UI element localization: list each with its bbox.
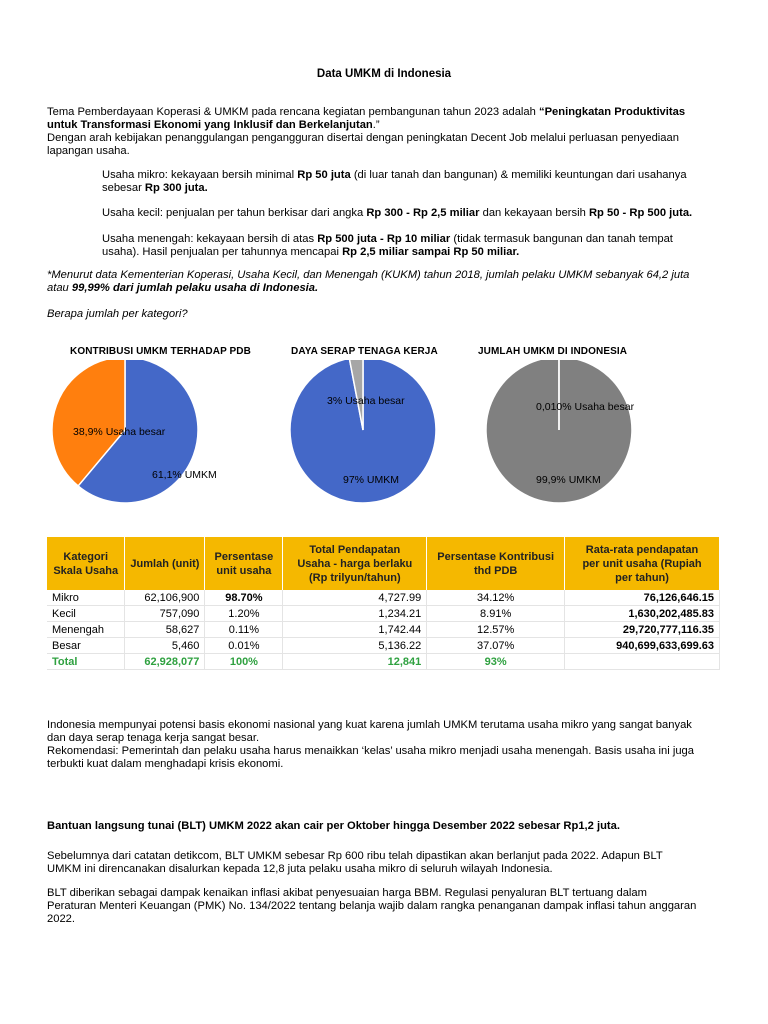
blt-paragraph-2 [47,887,727,926]
umkm-table-wrapper [47,537,720,702]
table-cell: Menengah [47,622,125,638]
analysis-line-1: Indonesia mempunyai potensi basis ekonomi nasional yang kuat karena jumlah UMKM terutama usaha mikro yang sangat banyak [47,719,692,731]
blt-heading: Bantuan langsung tunai (BLT) UMKM 2022 akan cair per Oktober hingga Desember 2022 sebesar Rp1,2 juta. [47,820,620,832]
analysis-paragraph [47,719,727,771]
table-header-line: unit usaha [216,564,272,577]
menengah-text-2: (tidak termasuk bangunan dan tanah tempat [450,233,673,245]
analysis-line-2: dan daya serap tenaga kerja sangat besar. [47,732,260,744]
table-cell: 98.70% [205,590,283,606]
table-header-line: Skala Usaha [53,564,119,577]
table-cell: 0.11% [205,622,283,638]
table-cell: 58,627 [125,622,205,638]
table-cell: Kecil [47,606,125,622]
pie-label-0-0: 61,1% UMKM [152,469,217,481]
intro-policy-end: lapangan usaha. [47,145,130,157]
table-cell: Mikro [47,590,125,606]
table-header-cell [283,537,427,590]
menengah-text-3: usaha). Hasil penjualan per tahunnya mencapai [102,246,343,258]
menengah-text: Usaha menengah: kekayaan bersih di atas [102,233,318,245]
pie-label-0-1: 38,9% Usaha besar [73,426,166,438]
table-header-cell [427,537,565,590]
table-total-row [47,654,720,670]
table-header-line: per unit usaha (Rupiah [582,557,702,570]
table-header-line: per tahun) [615,571,669,584]
table-header-line: Persentase [214,550,274,563]
blt-p1-line-1: Sebelumnya dari catatan detikcom, BLT UMKM sebesar Rp 600 ribu telah dipastikan akan berlanjut pada 2022. Adapun BLT [47,850,663,862]
table-cell: 62,106,900 [125,590,205,606]
table-header-row [47,537,720,590]
intro-emphasis-cont: untuk Transformasi Ekonomi yang Inklusif dan Berkelanjutan [47,119,373,131]
table-cell: 62,928,077 [125,654,205,670]
chart-title-pdb: KONTRIBUSI UMKM TERHADAP PDB [70,346,251,357]
kecil-sales: Rp 300 - Rp 2,5 miliar [366,207,480,219]
table-header-cell [565,537,720,590]
intro-paragraph [47,106,727,158]
table-row [47,606,720,622]
kecil-text-2: dan kekayaan bersih [479,207,589,219]
blt-p2-line-2: Peraturan Menteri Keuangan (PMK) No. 134/2022 tentang belanja wajib dalam rangka penanganan dampak inflasi tahun anggaran [47,900,697,912]
pie-chart-pdb [52,360,217,503]
pie-label-1-1: 3% Usaha besar [327,395,405,407]
note-line-1: *Menurut data Kementerian Koperasi, Usaha Kecil, dan Menengah (KUKM) tahun 2018, jumlah pelaku UMKM sebanyak 64,2 juta [47,269,690,281]
table-cell: 1.20% [205,606,283,622]
document-title: Data UMKM di Indonesia [316,68,452,80]
table-cell: 5,136.22 [283,638,427,654]
definition-menengah [102,233,722,259]
pie-label-2-0: 99,9% UMKM [536,474,601,486]
blt-p2-line-3: 2022. [47,913,75,925]
table-cell: 100% [205,654,283,670]
table-cell: 8.91% [427,606,565,622]
table-header-cell [47,537,125,590]
table-cell [565,654,720,670]
mikro-text-2: (di luar tanah dan bangunan) & memiliki keuntungan dari usahanya [350,169,687,181]
definition-mikro [102,169,722,195]
table-header-line: Jumlah (unit) [130,557,200,570]
table-cell: 34.12% [427,590,565,606]
table-cell: 4,727.99 [283,590,427,606]
blt-paragraph-1 [47,850,727,876]
table-header-line: thd PDB [473,564,518,577]
intro-emphasis: “Peningkatan Produktivitas [538,106,686,118]
table-header-cell [125,537,205,590]
intro-text: Tema Pemberdayaan Koperasi & UMKM pada rencana kegiatan pembangunan tahun 2023 adalah [47,106,539,118]
table-row [47,590,720,606]
table-cell: 12,841 [283,654,427,670]
table-cell: 93% [427,654,565,670]
pie-chart-jumlah-umkm [486,360,635,503]
table-cell: Besar [47,638,125,654]
table-cell: 0.01% [205,638,283,654]
question-text: Berapa jumlah per kategori? [47,308,188,320]
table-cell: 37.07% [427,638,565,654]
table-header-line: Usaha - harga berlaku [297,557,413,570]
note-text-bold: dari jumlah pelaku usaha di Indonesia. [109,282,319,294]
table-header-line: Rata-rata pendapatan [585,543,699,556]
table-row [47,638,720,654]
kukm-note [47,269,727,295]
table-cell: 29,720,777,116.35 [565,622,720,638]
mikro-text-3: sebesar [102,182,145,194]
note-text: atau [47,282,72,294]
chart-title-tenaga-kerja: DAYA SERAP TENAGA KERJA [291,346,438,357]
table-cell: 757,090 [125,606,205,622]
table-row [47,622,720,638]
umkm-table [47,537,720,670]
table-cell: 1,742.44 [283,622,427,638]
mikro-amount: Rp 50 juta [297,169,351,181]
table-cell: Total [47,654,125,670]
blt-p1-line-2: UMKM ini direncanakan disalurkan kepada 12,8 juta pelaku usaha mikro di seluruh wilayah Indonesia. [47,863,553,875]
table-cell: 1,234.21 [283,606,427,622]
pie-label-1-0: 97% UMKM [343,474,400,486]
kecil-text: Usaha kecil: penjualan per tahun berkisar dari angka [102,207,367,219]
pie-chart-tenaga-kerja [290,360,436,503]
table-cell: 1,630,202,485.83 [565,606,720,622]
table-cell: 5,460 [125,638,205,654]
menengah-sales: Rp 2,5 miliar sampai Rp 50 miliar. [342,246,520,258]
table-header-cell [205,537,283,590]
pie-label-2-1: 0,010% Usaha besar [536,401,635,413]
definition-kecil [102,207,722,220]
table-cell: 940,699,633,699.63 [565,638,720,654]
mikro-profit: Rp 300 juta. [144,182,208,194]
note-percentage: 99,99% [71,282,110,294]
chart-title-jumlah-umkm: JUMLAH UMKM DI INDONESIA [478,346,628,357]
intro-policy: Dengan arah kebijakan penanggulangan pengangguran disertai dengan peningkatan Decent Job melalui perluasan penyediaan [47,132,679,144]
table-header-line: Persentase Kontribusi [437,550,555,563]
pie-charts [0,360,768,520]
recommendation-line-1: Rekomendasi: Pemerintah dan pelaku usaha harus menaikkan ‘kelas’ usaha mikro menjadi usaha menengah. Basis usaha ini juga [47,745,694,757]
table-header-line: (Rp trilyun/tahun) [308,571,401,584]
kecil-assets: Rp 50 - Rp 500 juta. [588,207,693,219]
intro-quote-end: .” [372,119,380,131]
table-cell: 76,126,646.15 [565,590,720,606]
menengah-assets: Rp 500 juta - Rp 10 miliar [317,233,451,245]
mikro-text: Usaha mikro: kekayaan bersih minimal [102,169,298,181]
table-header-line: Total Pendapatan [309,543,401,556]
recommendation-line-2: terbukti kuat dalam menghadapi krisis ekonomi. [47,758,284,770]
table-cell: 12.57% [427,622,565,638]
table-header-line: Kategori [63,550,109,563]
blt-p2-line-1: BLT diberikan sebagai dampak kenaikan inflasi akibat penyesuaian harga BBM. Regulasi penyaluran BLT tertuang dalam [47,887,647,899]
